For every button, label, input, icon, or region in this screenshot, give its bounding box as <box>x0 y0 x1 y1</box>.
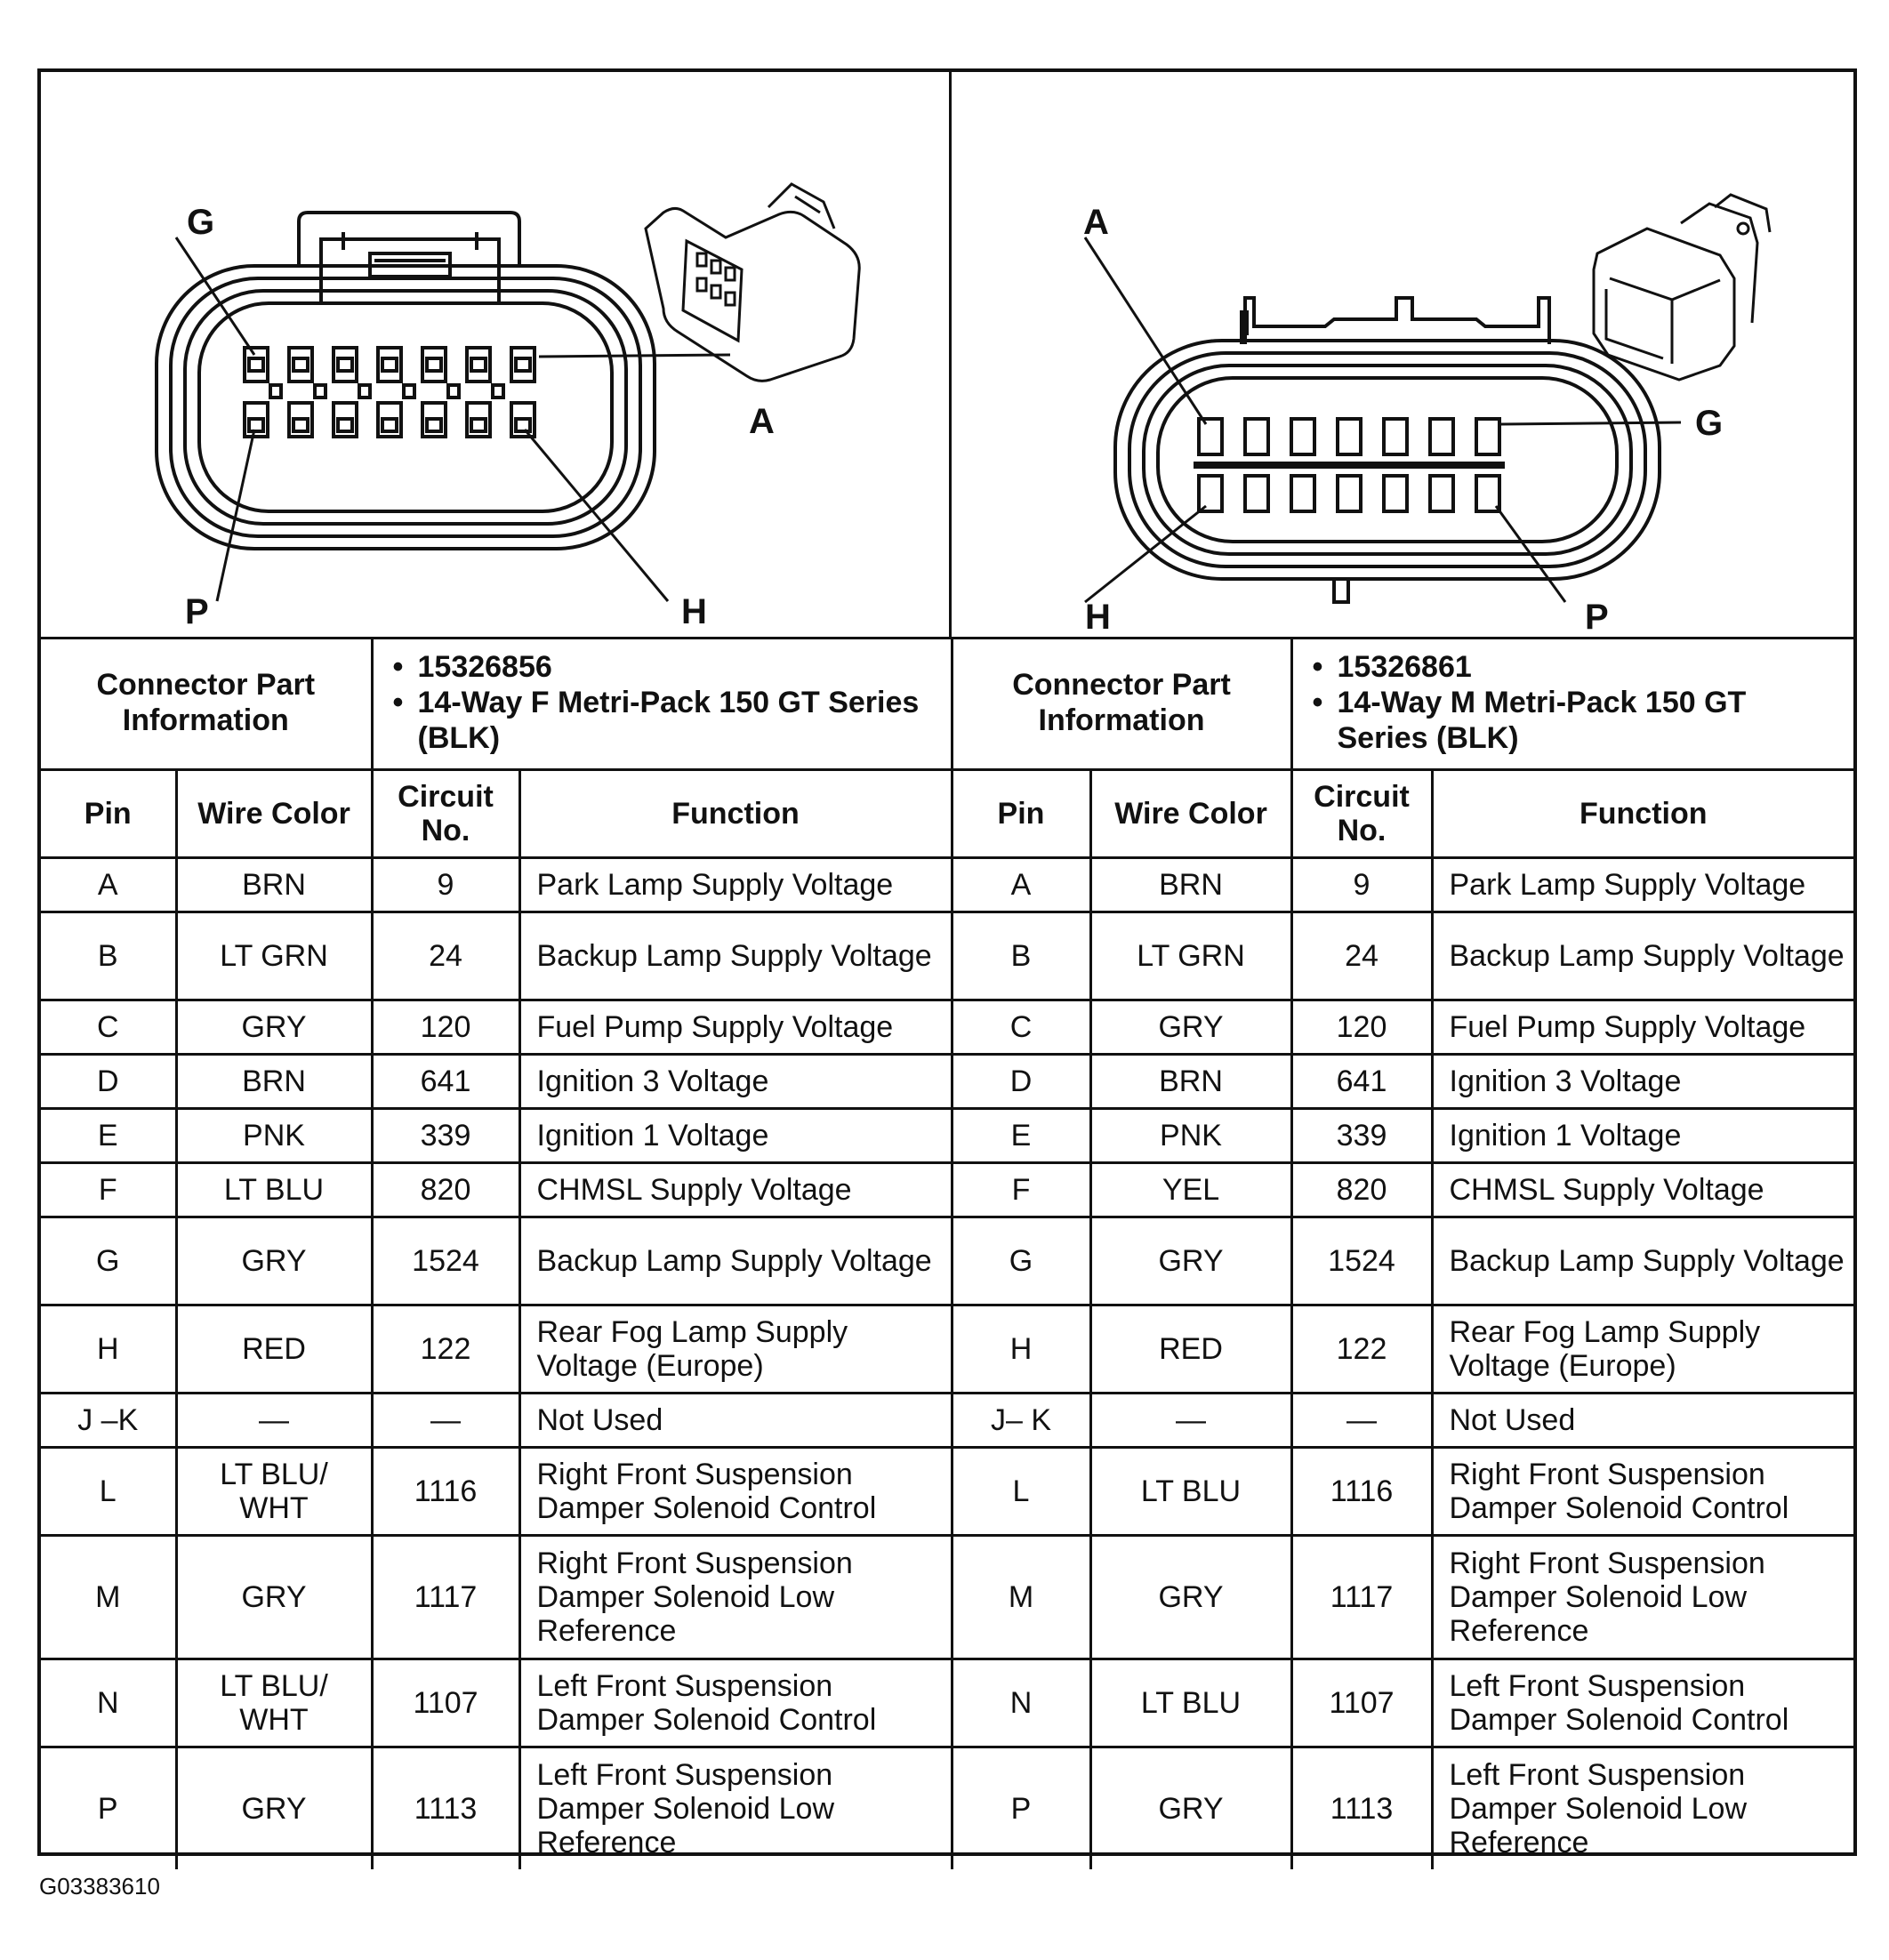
header-pin: Pin <box>952 770 1090 858</box>
pin-left: G <box>41 1217 176 1305</box>
pin-left: D <box>41 1055 176 1109</box>
function-left: Rear Fog Lamp Supply Voltage (Europe) <box>519 1305 952 1394</box>
pin-left: A <box>41 858 176 912</box>
wire-color-left: PNK <box>176 1109 372 1163</box>
header-function: Function <box>1432 770 1853 858</box>
pin-left: M <box>41 1536 176 1659</box>
pin-left: N <box>41 1659 176 1747</box>
right-info-cell <box>1291 637 1853 770</box>
circuit-right: 122 <box>1291 1305 1432 1394</box>
pin-right: L <box>952 1448 1090 1536</box>
wire-color-right: GRY <box>1090 1536 1291 1659</box>
left-info-list <box>382 649 942 756</box>
circuit-left: 1524 <box>372 1217 519 1305</box>
circuit-left: 122 <box>372 1305 519 1394</box>
male-connector-thumbnail <box>1594 195 1770 380</box>
circuit-right: 9 <box>1291 858 1432 912</box>
circuit-left: 1113 <box>372 1747 519 1870</box>
function-right: Backup Lamp Supply Voltage <box>1432 912 1853 1000</box>
pin-right: G <box>952 1217 1090 1305</box>
wire-color-right: LT GRN <box>1090 912 1291 1000</box>
header-circuit-no: Circuit No. <box>1291 770 1432 858</box>
function-right: Rear Fog Lamp Supply Voltage (Europe) <box>1432 1305 1853 1394</box>
table-row <box>41 1109 1853 1163</box>
function-left: Ignition 3 Voltage <box>519 1055 952 1109</box>
table-row <box>41 858 1853 912</box>
circuit-left: 641 <box>372 1055 519 1109</box>
right-callout-top-left: A <box>1083 203 1109 242</box>
wire-color-left: GRY <box>176 1536 372 1659</box>
circuit-left: 339 <box>372 1109 519 1163</box>
circuit-right: 339 <box>1291 1109 1432 1163</box>
function-left: Ignition 1 Voltage <box>519 1109 952 1163</box>
header-wire-color: Wire Color <box>176 770 372 858</box>
wire-color-left: BRN <box>176 1055 372 1109</box>
wire-color-left: LT BLU <box>176 1163 372 1217</box>
pin-right: A <box>952 858 1090 912</box>
connector-diagrams <box>41 72 1853 639</box>
wire-color-right: PNK <box>1090 1109 1291 1163</box>
function-right: Backup Lamp Supply Voltage <box>1432 1217 1853 1305</box>
wire-color-left: GRY <box>176 1217 372 1305</box>
function-left: Not Used <box>519 1394 952 1448</box>
pin-right: J– K <box>952 1394 1090 1448</box>
circuit-right: 1113 <box>1291 1747 1432 1870</box>
connector-sheet <box>37 68 1857 1900</box>
pin-right: H <box>952 1305 1090 1394</box>
table-row <box>41 912 1853 1000</box>
column-header-row <box>41 770 1853 858</box>
function-left: Right Front Suspension Damper Solenoid Low Reference <box>519 1536 952 1659</box>
function-right: Left Front Suspension Damper Solenoid Control <box>1432 1659 1853 1747</box>
function-right: Right Front Suspension Damper Solenoid Control <box>1432 1448 1853 1536</box>
wire-color-right: GRY <box>1090 1747 1291 1870</box>
wire-color-right: LT BLU <box>1090 1659 1291 1747</box>
wire-color-right: LT BLU <box>1090 1448 1291 1536</box>
connector-info-row <box>41 637 1853 770</box>
wire-color-left: GRY <box>176 1000 372 1055</box>
function-left: CHMSL Supply Voltage <box>519 1163 952 1217</box>
table-row <box>41 1305 1853 1394</box>
left-callout-top-right: A <box>749 402 775 441</box>
left-part-description: • 14-Way F Metri-Pack 150 GT Series (BLK) <box>382 685 942 756</box>
circuit-left: 1116 <box>372 1448 519 1536</box>
right-part-description: • 14-Way M Metri-Pack 150 GT Series (BLK) <box>1302 685 1845 756</box>
wire-color-left: RED <box>176 1305 372 1394</box>
circuit-left: 820 <box>372 1163 519 1217</box>
pin-left: H <box>41 1305 176 1394</box>
table-row <box>41 1163 1853 1217</box>
function-right: Not Used <box>1432 1394 1853 1448</box>
female-connector-drawing <box>41 72 948 634</box>
circuit-left: 24 <box>372 912 519 1000</box>
pin-right: N <box>952 1659 1090 1747</box>
circuit-right: 1116 <box>1291 1448 1432 1536</box>
wire-color-left: LT GRN <box>176 912 372 1000</box>
pin-right: B <box>952 912 1090 1000</box>
circuit-left: 1117 <box>372 1536 519 1659</box>
circuit-left: 9 <box>372 858 519 912</box>
right-callout-bottom-right: P <box>1585 598 1609 634</box>
pin-right: P <box>952 1747 1090 1870</box>
wire-color-right: RED <box>1090 1305 1291 1394</box>
left-info-cell <box>372 637 952 770</box>
right-info-label: Connector Part Information <box>952 637 1291 770</box>
function-right: CHMSL Supply Voltage <box>1432 1163 1853 1217</box>
wire-color-right: GRY <box>1090 1000 1291 1055</box>
wire-color-left: — <box>176 1394 372 1448</box>
table-row <box>41 1659 1853 1747</box>
table-row <box>41 1536 1853 1659</box>
pin-right: E <box>952 1109 1090 1163</box>
figure-code: G03383610 <box>39 1873 160 1900</box>
circuit-right: 24 <box>1291 912 1432 1000</box>
table-row <box>41 1000 1853 1055</box>
table-row <box>41 1747 1853 1870</box>
pin-left: B <box>41 912 176 1000</box>
function-right: Park Lamp Supply Voltage <box>1432 858 1853 912</box>
table-row <box>41 1217 1853 1305</box>
wire-color-right: GRY <box>1090 1217 1291 1305</box>
table-row <box>41 1448 1853 1536</box>
table-row <box>41 1055 1853 1109</box>
right-info-list <box>1302 649 1845 756</box>
left-callout-top-left: G <box>187 203 215 242</box>
pinout-table <box>41 637 1853 1869</box>
pin-left: E <box>41 1109 176 1163</box>
female-pin-cavities <box>245 348 535 437</box>
function-left: Park Lamp Supply Voltage <box>519 858 952 912</box>
wire-color-left: BRN <box>176 858 372 912</box>
housing-outline-outer <box>157 266 655 549</box>
function-left: Left Front Suspension Damper Solenoid Control <box>519 1659 952 1747</box>
header-function: Function <box>519 770 952 858</box>
pin-left: C <box>41 1000 176 1055</box>
left-callout-bottom-right: H <box>681 592 707 631</box>
function-right: Fuel Pump Supply Voltage <box>1432 1000 1853 1055</box>
left-info-label: Connector Part Information <box>41 637 372 770</box>
male-pin-cavities <box>1194 419 1505 511</box>
pin-right: F <box>952 1163 1090 1217</box>
wire-color-right: YEL <box>1090 1163 1291 1217</box>
male-connector-drawing <box>952 72 1852 634</box>
function-right: Ignition 3 Voltage <box>1432 1055 1853 1109</box>
circuit-right: 120 <box>1291 1000 1432 1055</box>
male-connector-panel <box>952 72 1853 637</box>
function-right: Left Front Suspension Damper Solenoid Low Reference <box>1432 1747 1853 1870</box>
wire-color-right: BRN <box>1090 1055 1291 1109</box>
pin-left: J –K <box>41 1394 176 1448</box>
circuit-right: 820 <box>1291 1163 1432 1217</box>
circuit-left: 120 <box>372 1000 519 1055</box>
function-left: Backup Lamp Supply Voltage <box>519 912 952 1000</box>
wire-color-left: LT BLU/ WHT <box>176 1659 372 1747</box>
right-callout-bottom-left: H <box>1085 598 1111 634</box>
circuit-right: — <box>1291 1394 1432 1448</box>
header-wire-color: Wire Color <box>1090 770 1291 858</box>
female-connector-thumbnail <box>646 184 859 381</box>
function-right: Ignition 1 Voltage <box>1432 1109 1853 1163</box>
left-callout-bottom-left: P <box>185 592 209 631</box>
right-part-number: • 15326861 <box>1302 649 1845 685</box>
function-left: Backup Lamp Supply Voltage <box>519 1217 952 1305</box>
wire-color-right: — <box>1090 1394 1291 1448</box>
female-connector-panel <box>41 72 952 637</box>
function-left: Fuel Pump Supply Voltage <box>519 1000 952 1055</box>
pin-left: F <box>41 1163 176 1217</box>
function-left: Left Front Suspension Damper Solenoid Low Reference <box>519 1747 952 1870</box>
pin-left: P <box>41 1747 176 1870</box>
circuit-left: — <box>372 1394 519 1448</box>
function-right: Right Front Suspension Damper Solenoid Low Reference <box>1432 1536 1853 1659</box>
header-pin: Pin <box>41 770 176 858</box>
pin-right: M <box>952 1536 1090 1659</box>
pin-right: C <box>952 1000 1090 1055</box>
table-row <box>41 1394 1853 1448</box>
circuit-right: 1117 <box>1291 1536 1432 1659</box>
wire-color-left: GRY <box>176 1747 372 1870</box>
wire-color-left: LT BLU/ WHT <box>176 1448 372 1536</box>
circuit-left: 1107 <box>372 1659 519 1747</box>
circuit-right: 1107 <box>1291 1659 1432 1747</box>
pin-left: L <box>41 1448 176 1536</box>
pin-right: D <box>952 1055 1090 1109</box>
right-callout-top-right: G <box>1695 404 1724 443</box>
header-circuit-no: Circuit No. <box>372 770 519 858</box>
function-left: Right Front Suspension Damper Solenoid Control <box>519 1448 952 1536</box>
circuit-right: 1524 <box>1291 1217 1432 1305</box>
wire-color-right: BRN <box>1090 858 1291 912</box>
left-part-number: • 15326856 <box>382 649 942 685</box>
circuit-right: 641 <box>1291 1055 1432 1109</box>
